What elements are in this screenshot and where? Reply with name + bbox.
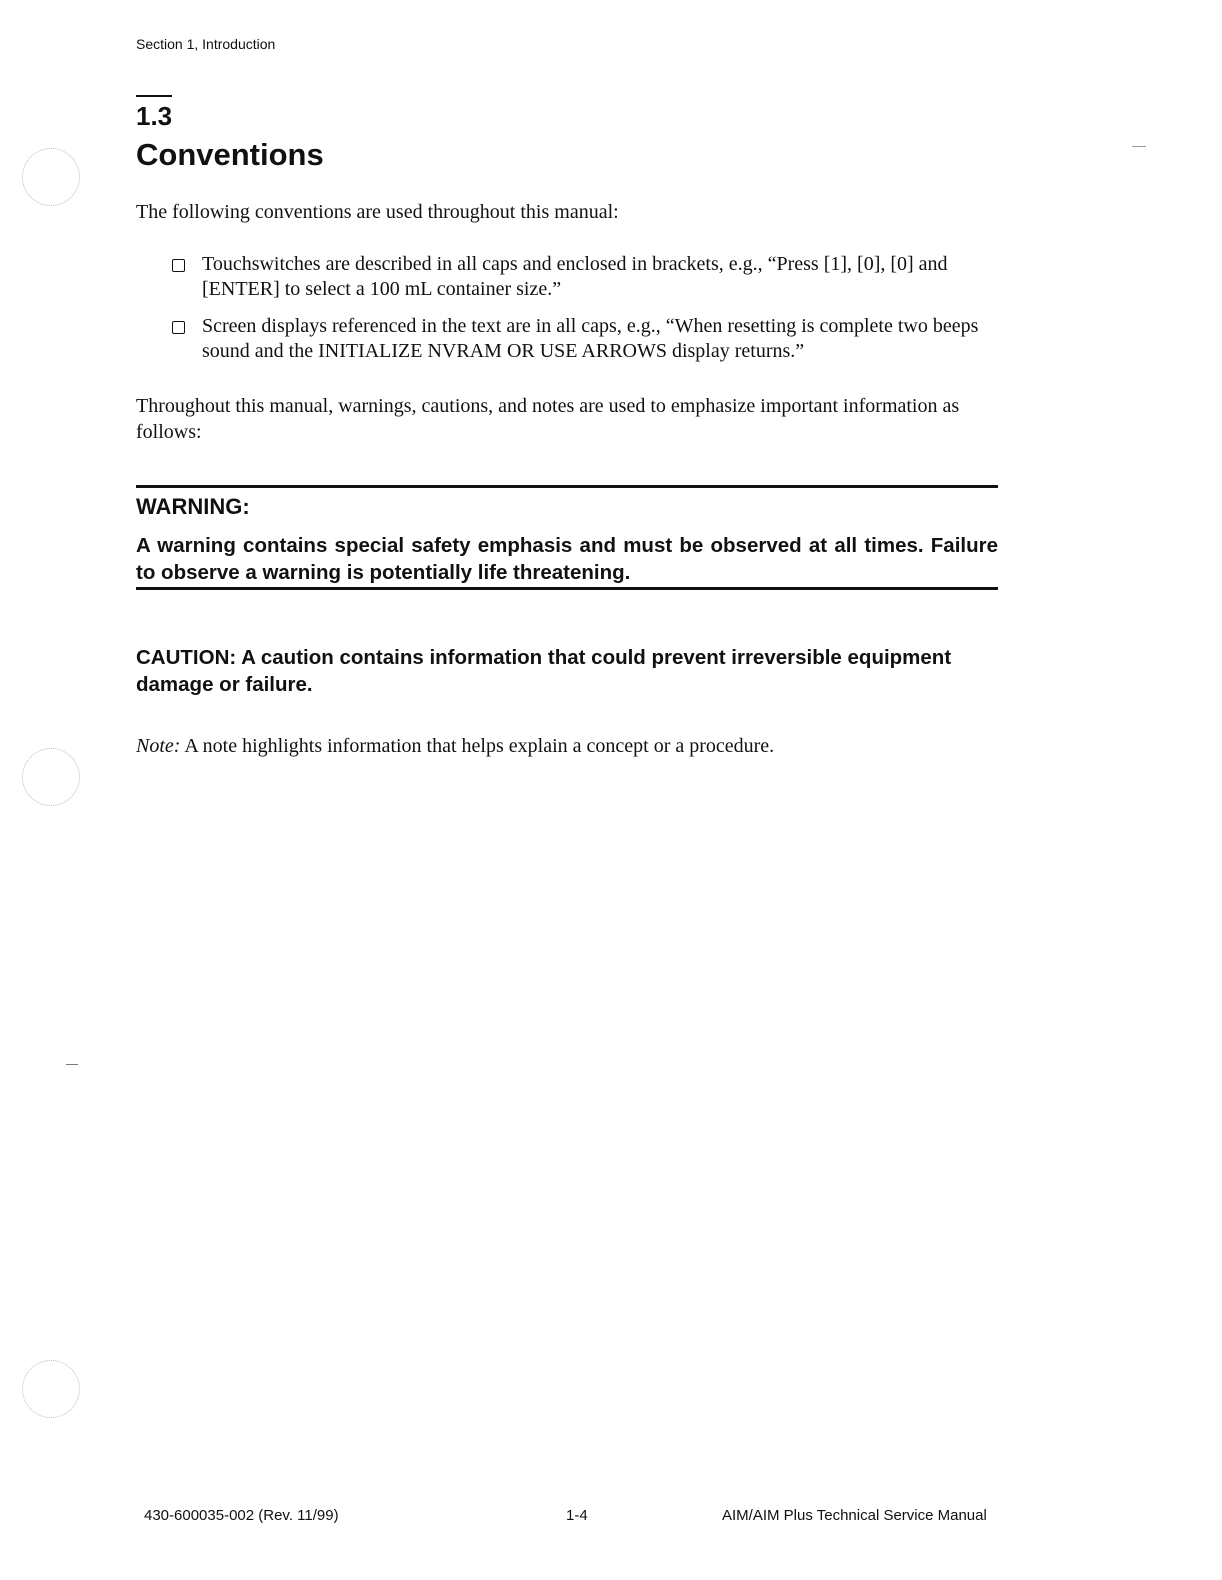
punch-hole-bottom (22, 1360, 80, 1418)
scan-mark (1132, 146, 1146, 147)
emphasis-paragraph: Throughout this manual, warnings, cautions, and notes are used to emphasize important information as follows: (136, 395, 960, 443)
checkbox-bullet-icon (172, 321, 185, 334)
caution-text: CAUTION: A caution contains information that could prevent irreversible equipment damage or failure. (136, 646, 952, 696)
heading-rule (136, 95, 172, 97)
running-head: Section 1, Introduction (136, 36, 276, 52)
warning-text: A warning contains special safety emphasis and must be observed at all times. Failure to observe a warning is potentially life threatening. (136, 534, 998, 584)
section-number: 1.3 (136, 101, 173, 131)
warning-label: WARNING: (136, 494, 250, 519)
list-item-text: Touchswitches are described in all caps and enclosed in brackets, e.g., “Press [1], [0], [0] and [ENTER] to select a 100 mL container size.” (202, 253, 948, 300)
punch-hole-middle (22, 748, 80, 806)
warning-bottom-rule (136, 587, 998, 590)
warning-top-rule (136, 485, 998, 488)
list-item-text: Screen displays referenced in the text are in all caps, e.g., “When resetting is complete two beeps sound and the INITIALIZE NVRAM OR USE ARROWS display returns.” (202, 315, 979, 362)
scan-mark (66, 1064, 78, 1065)
checkbox-bullet-icon (172, 259, 185, 272)
punch-hole-top (22, 148, 80, 206)
list-item (172, 314, 1000, 364)
note-label: Note: (136, 735, 181, 757)
intro-paragraph: The following conventions are used throughout this manual: (136, 201, 619, 223)
footer-doc-number: 430-600035-002 (Rev. 11/99) (144, 1507, 339, 1524)
note (136, 733, 774, 759)
section-title: Conventions (136, 137, 324, 172)
conventions-list (172, 252, 1000, 376)
footer-manual-title: AIM/AIM Plus Technical Service Manual (722, 1507, 987, 1524)
list-item (172, 252, 1000, 302)
note-text: A note highlights information that helps explain a concept or a procedure. (184, 735, 775, 757)
footer-page-number: 1-4 (566, 1507, 588, 1524)
